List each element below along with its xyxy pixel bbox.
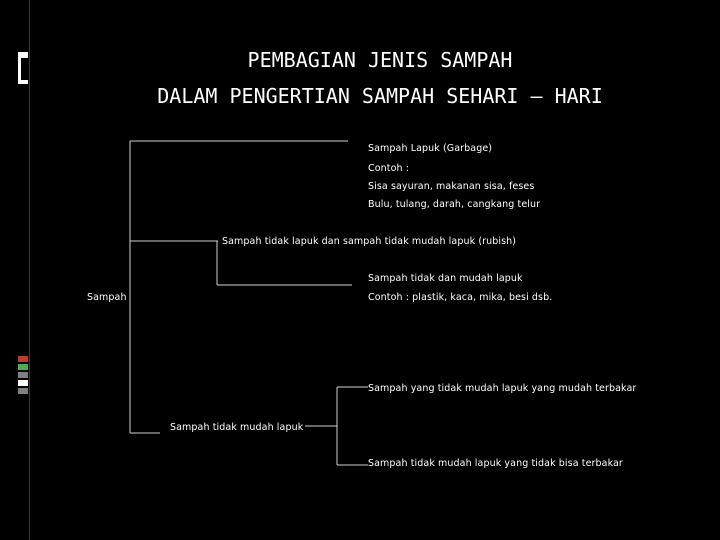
garbage-example-heading: Contoh : [368, 163, 410, 174]
slide-title-line-2: DALAM PENGERTIAN SAMPAH SEHARI – HARI [157, 84, 603, 108]
garbage-label: Sampah Lapuk (Garbage) [368, 143, 493, 154]
tree-root-label: Sampah [87, 292, 127, 303]
rubbish-label: Sampah tidak lapuk dan sampah tidak mudah lapuk (rubish) [222, 236, 517, 247]
non-decomposable-label: Sampah tidak mudah lapuk [170, 422, 304, 433]
garbage-example-2: Bulu, tulang, darah, cangkang telur [368, 199, 541, 210]
non-decomposable-child-1-label: Sampah yang tidak mudah lapuk yang mudah terbakar [368, 383, 637, 394]
slide-title-line-1: PEMBAGIAN JENIS SAMPAH [247, 48, 513, 72]
non-decomposable-child-2-label: Sampah tidak mudah lapuk yang tidak bisa terbakar [368, 458, 623, 469]
garbage-example-1: Sisa sayuran, makanan sisa, feses [368, 181, 535, 192]
rubbish-child-label: Sampah tidak dan mudah lapuk [368, 273, 523, 284]
rubbish-child-example: Contoh : plastik, kaca, mika, besi dsb. [368, 292, 553, 303]
